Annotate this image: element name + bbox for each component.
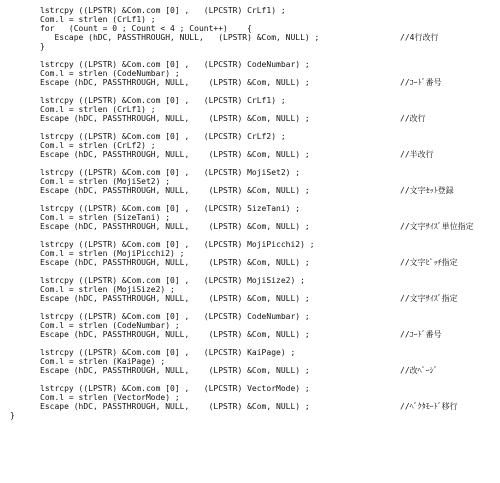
code-text: Com.l = strlen (MojiSize2) ; <box>40 285 175 294</box>
code-line <box>40 141 156 150</box>
code-comment: //改行 <box>400 114 426 123</box>
code-text: lstrcpy ((LPSTR) &Com.com [0] , (LPCSTR) MojiPicchi2) ; <box>40 240 315 249</box>
code-text: Escape (hDC, PASSTHROUGH, NULL, (LPSTR) &Com, NULL) ; <box>40 78 310 87</box>
code-text: Escape (hDC, PASSTHROUGH, NULL, (LPSTR) &Com, NULL) ; <box>40 258 310 267</box>
code-text: Escape (hDC, PASSTHROUGH, NULL, (LPSTR) &Com, NULL) ; <box>40 150 310 159</box>
code-line <box>40 393 180 402</box>
code-line <box>40 213 170 222</box>
code-text: Com.l = strlen (VectorMode) ; <box>40 393 180 402</box>
code-line <box>40 177 170 186</box>
code-text: Com.l = strlen (MojiPicchi2) ; <box>40 249 185 258</box>
code-line <box>40 330 310 339</box>
code-text: lstrcpy ((LPSTR) &Com.com [0] , (LPCSTR) SizeTani) ; <box>40 204 301 213</box>
code-comment: //改ﾍﾟｰｼﾞ <box>400 366 438 375</box>
code-text: Com.l = strlen (MojiSet2) ; <box>40 177 171 186</box>
code-comment: //半改行 <box>400 150 434 159</box>
code-text: for (Count = 0 ; Count < 4 ; Count++) { <box>40 24 252 33</box>
code-text: Escape (hDC, PASSTHROUGH, NULL, (LPSTR) &Com, NULL) ; <box>40 186 310 195</box>
code-text: Com.l = strlen (CodeNumbar) ; <box>40 321 180 330</box>
code-text: lstrcpy ((LPSTR) &Com.com [0] , (LPCSTR) KaiPage) ; <box>40 348 296 357</box>
code-line <box>40 114 310 123</box>
code-line <box>40 357 165 366</box>
code-line <box>40 285 175 294</box>
code-line <box>40 276 305 285</box>
code-text: lstrcpy ((LPSTR) &Com.com [0] , (LPCSTR) MojiSize2) ; <box>40 276 305 285</box>
code-line <box>40 348 295 357</box>
code-text: Com.l = strlen (CodeNumbar) ; <box>40 69 180 78</box>
code-text: lstrcpy ((LPSTR) &Com.com [0] , (LPCSTR) MojiSet2) ; <box>40 168 301 177</box>
code-line <box>40 186 310 195</box>
code-line <box>40 132 286 141</box>
code-line <box>40 15 156 24</box>
code-line <box>40 168 300 177</box>
code-text: } <box>40 42 45 51</box>
code-line <box>40 240 315 249</box>
code-line <box>40 96 286 105</box>
code-text: Com.l = strlen (KaiPage) ; <box>40 357 166 366</box>
code-text: Escape (hDC, PASSTHROUGH, NULL, (LPSTR) &Com, NULL) ; <box>40 33 320 42</box>
code-text: } <box>10 411 15 420</box>
code-line <box>40 249 185 258</box>
code-line <box>40 204 300 213</box>
code-text: Com.l = strlen (CrLf2) ; <box>40 141 156 150</box>
code-line <box>10 411 15 420</box>
code-line <box>40 6 286 15</box>
code-text: lstrcpy ((LPSTR) &Com.com [0] , (LPCSTR) CrLf1) ; <box>40 6 286 15</box>
code-line <box>40 150 310 159</box>
code-text: Escape (hDC, PASSTHROUGH, NULL, (LPSTR) &Com, NULL) ; <box>40 222 310 231</box>
code-line <box>40 222 310 231</box>
code-line <box>40 105 156 114</box>
code-line <box>40 321 180 330</box>
code-text: Escape (hDC, PASSTHROUGH, NULL, (LPSTR) &Com, NULL) ; <box>40 366 310 375</box>
code-text: Escape (hDC, PASSTHROUGH, NULL, (LPSTR) &Com, NULL) ; <box>40 114 310 123</box>
code-line <box>40 258 310 267</box>
code-comment: //ｺｰﾄﾞ番号 <box>400 78 442 87</box>
code-text: Com.l = strlen (CrLf1) ; <box>40 15 156 24</box>
code-line <box>40 60 310 69</box>
code-text: lstrcpy ((LPSTR) &Com.com [0] , (LPCSTR) CrLf1) ; <box>40 96 286 105</box>
code-line <box>40 384 310 393</box>
code-text: Escape (hDC, PASSTHROUGH, NULL, (LPSTR) &Com, NULL) ; <box>40 330 310 339</box>
code-comment: //文字ｾｯﾄ登録 <box>400 186 454 195</box>
code-line <box>40 312 310 321</box>
code-comment: //ｺｰﾄﾞ番号 <box>400 330 442 339</box>
code-line <box>40 78 310 87</box>
code-text: Escape (hDC, PASSTHROUGH, NULL, (LPSTR) &Com, NULL) ; <box>40 402 310 411</box>
code-line <box>40 42 45 51</box>
code-comment: //文字ｻｲｽﾞ単位指定 <box>400 222 474 231</box>
code-text: lstrcpy ((LPSTR) &Com.com [0] , (LPCSTR) CodeNumbar) ; <box>40 312 310 321</box>
code-comment: //ﾍﾞｸﾀﾓｰﾄﾞ移行 <box>400 402 458 411</box>
code-text: lstrcpy ((LPSTR) &Com.com [0] , (LPCSTR) CrLf2) ; <box>40 132 286 141</box>
code-text: lstrcpy ((LPSTR) &Com.com [0] , (LPCSTR) CodeNumbar) ; <box>40 60 310 69</box>
code-line <box>40 24 252 33</box>
code-line <box>40 402 310 411</box>
code-line <box>40 33 319 42</box>
code-text: lstrcpy ((LPSTR) &Com.com [0] , (LPCSTR) VectorMode) ; <box>40 384 310 393</box>
code-comment: //文字ﾋﾟｯﾁ指定 <box>400 258 458 267</box>
code-line <box>40 366 310 375</box>
code-comment: //4行改行 <box>400 33 439 42</box>
code-text: Com.l = strlen (SizeTani) ; <box>40 213 171 222</box>
code-line <box>40 69 180 78</box>
code-text: Escape (hDC, PASSTHROUGH, NULL, (LPSTR) &Com, NULL) ; <box>40 294 310 303</box>
code-text: Com.l = strlen (CrLf1) ; <box>40 105 156 114</box>
code-line <box>40 294 310 303</box>
code-comment: //文字ｻｲｽﾞ指定 <box>400 294 458 303</box>
